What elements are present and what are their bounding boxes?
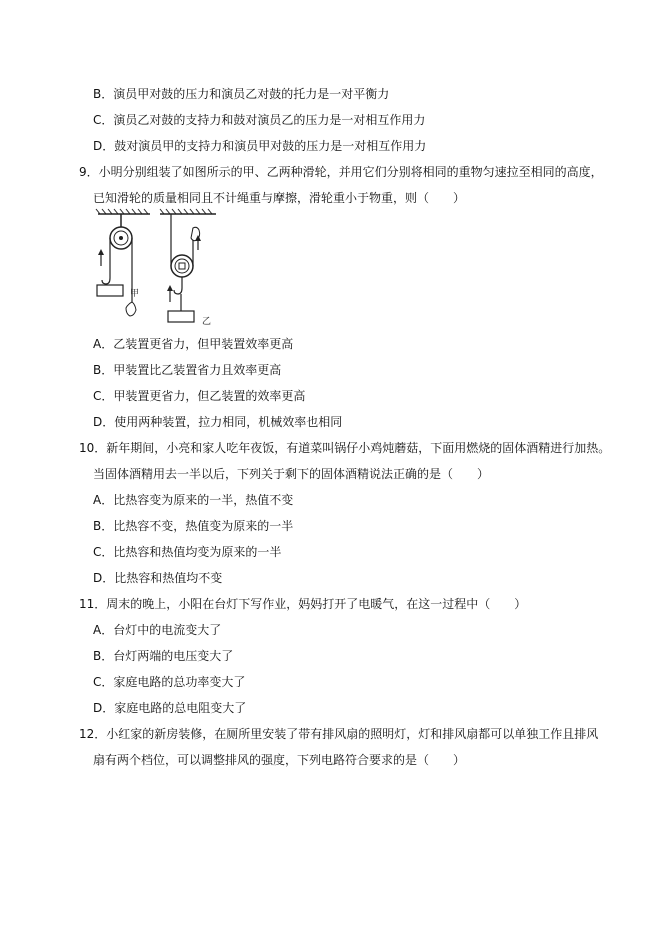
label-yi: 乙	[202, 317, 212, 327]
q8-option-c: C．演员乙对鼓的支持力和鼓对演员乙的压力是一对相互作用力	[93, 113, 426, 127]
q11-option-d: D．家庭电路的总电阻变大了	[93, 701, 247, 715]
q8-option-d: D．鼓对演员甲的支持力和演员甲对鼓的压力是一对相互作用力	[93, 139, 427, 153]
q10-stem-line1: 10．新年期间，小亮和家人吃年夜饭，有道菜叫锅仔小鸡炖蘑菇，下面用燃烧的固体酒精进行加热。	[79, 441, 611, 455]
q10-option-d: D．比热容和热值均不变	[93, 571, 223, 585]
q8-option-b: B．演员甲对鼓的压力和演员乙对鼓的托力是一对平衡力	[93, 87, 390, 101]
q12-stem-line2: 扇有两个档位，可以调整排风的强度，下列电路符合要求的是（ ）	[93, 753, 466, 767]
q11-option-c: C．家庭电路的总功率变大了	[93, 675, 246, 689]
q9-option-d: D．使用两种装置，拉力相同，机械效率也相同	[93, 415, 343, 429]
label-jia: 甲	[130, 289, 140, 299]
q10-option-a: A．比热容变为原来的一半，热值不变	[93, 493, 294, 507]
q10-stem-line2: 当固体酒精用去一半以后，下列关于剩下的固体酒精说法正确的是（ ）	[93, 467, 490, 481]
pulley-figure	[92, 206, 222, 330]
fixed-pulley-jia	[97, 214, 139, 316]
movable-pulley-yi	[167, 214, 211, 327]
q9-option-b: B．甲装置比乙装置省力且效率更高	[93, 363, 282, 377]
q12-stem-line1: 12．小红家的新房装修，在厕所里安装了带有排风扇的照明灯，灯和排风扇都可以单独工作且排风	[79, 727, 599, 741]
q11-option-a: A．台灯中的电流变大了	[93, 623, 222, 637]
q9-option-c: C．甲装置更省力，但乙装置的效率更高	[93, 389, 306, 403]
ceiling-right	[160, 209, 216, 214]
q10-option-c: C．比热容和热值均变为原来的一半	[93, 545, 282, 559]
q11-option-b: B．台灯两端的电压变大了	[93, 649, 234, 663]
q10-option-b: B．比热容不变，热值变为原来的一半	[93, 519, 294, 533]
pulley-diagram	[92, 206, 222, 330]
q9-stem-line2: 已知滑轮的质量相同且不计绳重与摩擦，滑轮重小于物重，则（ ）	[93, 191, 466, 205]
q11-stem: 11．周末的晚上，小阳在台灯下写作业，妈妈打开了电暖气，在这一过程中（ ）	[79, 597, 527, 611]
q9-stem-line1: 9．小明分别组装了如图所示的甲、乙两种滑轮，并用它们分别将相同的重物匀速拉至相同的高度，	[79, 165, 603, 179]
ceiling-left	[96, 209, 150, 214]
q9-option-a: A．乙装置更省力，但甲装置效率更高	[93, 337, 294, 351]
